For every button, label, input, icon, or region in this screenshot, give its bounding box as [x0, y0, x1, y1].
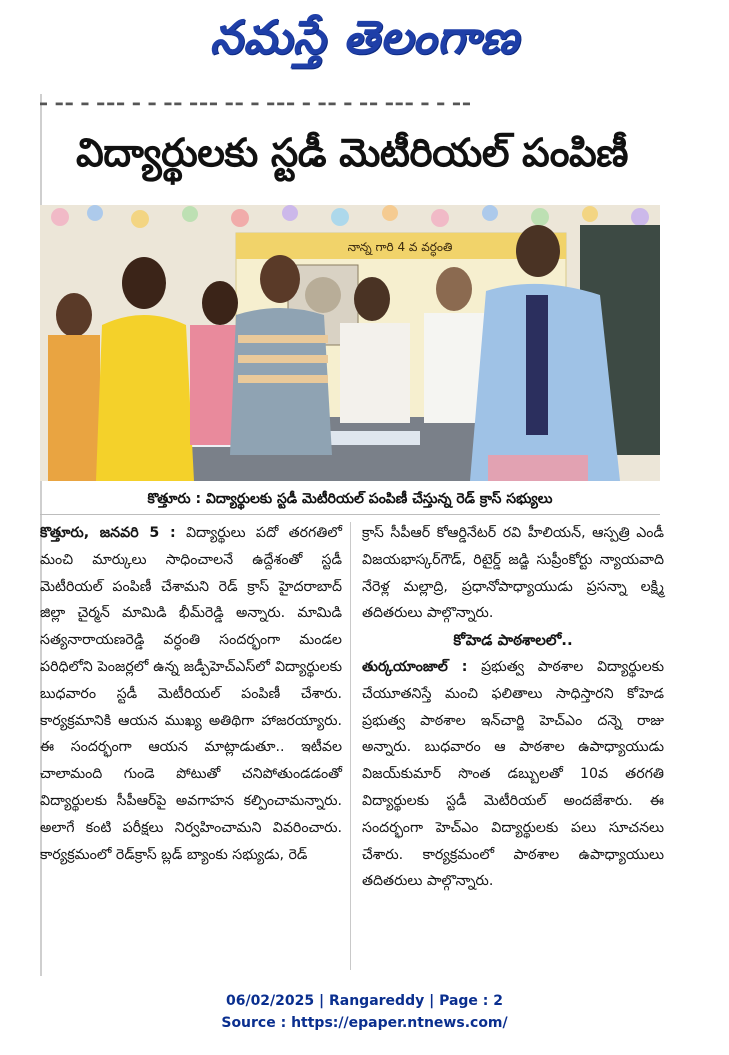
- masthead-logo: [0, 6, 729, 68]
- sub-headline: కోహెడ పాఠశాలలో..: [453, 631, 573, 650]
- photo-caption: [40, 484, 660, 515]
- masthead-title: నమస్తే తెలంగాణ: [209, 10, 520, 64]
- column-divider: [350, 522, 351, 970]
- headline-text: విద్యార్థులకు స్టడీ మెటీరియల్ పంపిణీ: [76, 131, 628, 176]
- right-continued: క్రాస్ సీపీఆర్ కోఆర్డినేటర్ రవి హీలియన్, ఆస్పత్రి ఎండీ విజయభాస్కర్‌గౌడ్, రిటైర్డ్ జడ్జి సుప్రీంకోర్టు న్యాయవాది నేరెళ్ల మల్లాద్రి, ప్రధానోపాధ్యాయుడు ప్రసన్నా లక్ష్మి తదితరులు పాల్గొన్నారు.: [362, 525, 664, 622]
- cut-text-strip: ▂ ▂▂ ▂ ▂▂▂ ▂ ▂ ▂▂ ▂▂▂ ▂▂ ▂ ▂▂▂ ▂ ▂▂ ▂ ▂▂ ▂▂▂ ▂ ▂ ▂▂: [40, 96, 473, 106]
- photo-caption-text: కొత్తూరు : విద్యార్థులకు స్టడీ మెటీరియల్ పంపిణీ చేస్తున్న రెడ్ క్రాస్ సభ్యులు: [147, 491, 553, 507]
- right-body: ప్రభుత్వ పాఠశాల విద్యార్థులకు చేయూతనిస్తే మంచి ఫలితాలు సాధిస్తారని కోహెడ ప్రభుత్వ పాఠశాల ఇన్‌చార్జి హెచ్ఎం దన్నె రాజు అన్నారు. బుధవారం ఆ పాఠశాల ఉపాధ్యాయుడు విజయ్‌కుమార్ సొంత డబ్బులతో 10వ తరగతి విద్యార్థులకు స్టడీ మెటీరియల్ అందజేశారు. ఈ సందర్భంగా హెచ్ఎం విద్యార్థులకు పలు సూచనలు చేశారు. కార్యక్రమంలో పాఠశాల ఉపాధ్యాయులు తదితరులు పాల్గొన్నారు.: [362, 658, 664, 890]
- article-headline: [40, 116, 664, 192]
- article-photo: [40, 205, 660, 481]
- page-footer: [0, 990, 729, 1034]
- left-paragraph: [40, 520, 342, 868]
- footer-meta: 06/02/2025 | Rangareddy | Page : 2: [225, 993, 504, 1009]
- dateline-left: కొత్తూరు, జనవరి 5 :: [40, 525, 176, 541]
- right-paragraph: [362, 654, 664, 895]
- left-body: విద్యార్థులు పదో తరగతిలో మంచి మార్కులు సాధించాలనే ఉద్దేశంతో స్టడీ మెటీరియల్ పంపిణీ చేశామని రెడ్ క్రాస్ హైదరాబాద్ జిల్లా చైర్మన్ మామిడి భీమ్‌రెడ్డి అన్నారు. మామిడి సత్యనారాయణరెడ్డి వర్ధంతి సందర్భంగా మండల పరిధిలోని పెంజర్లలో ఉన్న జడ్పీహెచ్ఎస్‌లో విద్యార్థులకు బుధవారం స్టడీ మెటీరియల్ పంపిణీ చేశారు. కార్యక్రమానికి ఆయన ముఖ్య అతిథిగా హాజరయ్యారు. ఈ సందర్భంగా ఆయన మాట్లాడుతూ.. ఇటీవల చాలామంది గుండె పోటుతో చనిపోతుండడంతో విద్యార్థులకు సీపీఆర్‌పై అవగాహన కల్పించామన్నారు. అలాగే కంటి పరీక్షలు నిర్వహించామని వివరించారు. కార్యక్రమంలో రెడ్‌క్రాస్ బ్లడ్ బ్యాంకు సభ్యుడు, రెడ్: [40, 525, 343, 863]
- footer-source: Source : https://epaper.ntnews.com/: [221, 1015, 508, 1031]
- article-column-left: [40, 520, 342, 868]
- dateline-right: తుర్కయాంజాల్ :: [362, 658, 468, 675]
- banner-text: నాన్న గారి 4 వ వర్ధంతి: [347, 240, 453, 254]
- article-column-right: [362, 520, 664, 895]
